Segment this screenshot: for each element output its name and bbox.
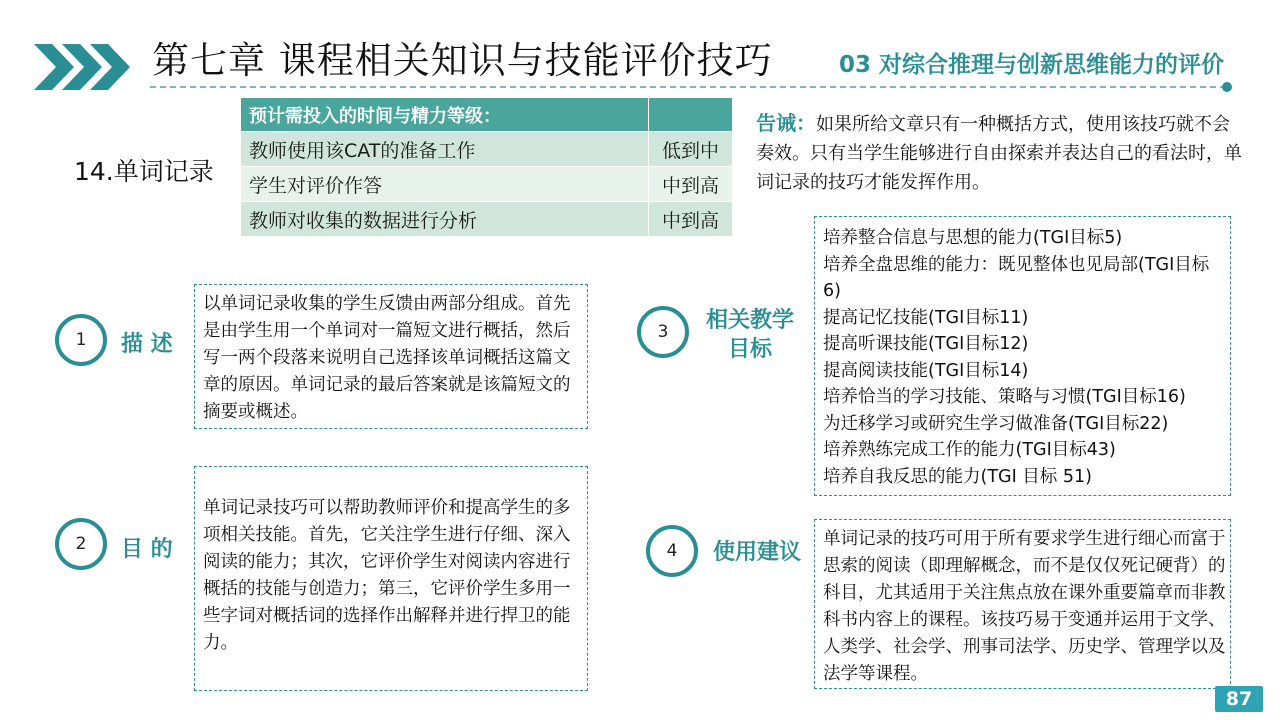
- list-item: 提高阅读技能(TGI目标14): [823, 360, 1029, 381]
- section-number-badge: [646, 525, 698, 577]
- goals-label-line2: 目标: [728, 337, 773, 362]
- section-number: 2: [75, 534, 87, 554]
- list-item: 培养自我反思的能力(TGI 目标 51): [823, 466, 1092, 487]
- technique-title: 14.单词记录: [74, 157, 214, 186]
- effort-task: 教师使用该CAT的准备工作: [241, 132, 649, 167]
- section-label-describe: 描 述: [121, 332, 173, 357]
- goals-list: [823, 225, 1224, 490]
- list-item: 培养整合信息与思想的能力(TGI目标5): [823, 228, 1123, 248]
- effort-level: 低到中: [649, 132, 733, 167]
- section-number: 1: [75, 330, 87, 350]
- effort-table-header-blank: [649, 98, 733, 132]
- section-number-badge: [55, 518, 107, 570]
- section-number: 4: [666, 541, 678, 561]
- warning-text: 如果所给文章只有一种概括方式，使用该技巧就不会奏效。只有当学生能够进行自由探索并表达自己的看法时，单词记录的技巧才能发挥作用。: [756, 114, 1242, 193]
- page-title: 第七章 课程相关知识与技能评价技巧: [152, 39, 773, 82]
- section-label-suggestion: 使用建议: [713, 540, 802, 565]
- section-number-badge: [637, 306, 689, 358]
- purpose-box: [194, 466, 588, 691]
- table-row: [241, 132, 733, 167]
- list-item: 提高听课技能(TGI目标12): [823, 334, 1029, 354]
- effort-level: 中到高: [649, 202, 733, 237]
- page-number: 87: [1215, 686, 1263, 712]
- list-item: 培养熟练完成工作的能力(TGI目标43): [823, 440, 1116, 460]
- header-divider: [150, 86, 1226, 88]
- goals-label-line1: 相关教学: [706, 308, 795, 333]
- chevron-arrows-icon: [34, 44, 130, 90]
- header-divider-dot: [1222, 82, 1232, 92]
- effort-task: 教师对收集的数据进行分析: [241, 202, 649, 237]
- effort-task: 学生对评价作答: [241, 167, 649, 202]
- table-row: [241, 167, 733, 202]
- effort-level: 中到高: [649, 167, 733, 202]
- warning-note: [756, 109, 1242, 197]
- list-item: 培养全盘思维的能力：既见整体也见局部(TGI目标6): [823, 254, 1210, 301]
- section-number-badge: [55, 314, 107, 366]
- section-label-purpose: 目 的: [121, 537, 173, 562]
- section-number: 3: [657, 322, 669, 342]
- effort-table-header: 预计需投入的时间与精力等级：: [241, 98, 649, 132]
- effort-table-header-row: [241, 98, 733, 132]
- describe-box: [194, 284, 588, 429]
- effort-table: [240, 97, 733, 237]
- purpose-text: 单词记录技巧可以帮助教师评价和提高学生的多项相关技能。首先，它关注学生进行仔细、深入阅读的能力；其次，它评价学生对阅读内容进行概括的技能与创造力；第三，它评价学生多用一些字词对概括词的选择作出解释并进行捍卫的能力。: [203, 498, 571, 653]
- list-item: 为迁移学习或研究生学习做准备(TGI目标22): [823, 413, 1169, 434]
- warning-label: 告诫：: [756, 111, 816, 135]
- section-label-goals: [706, 306, 794, 364]
- goals-box: [814, 216, 1231, 496]
- table-row: [241, 202, 733, 237]
- page-subtitle: 03 对综合推理与创新思维能力的评价: [838, 52, 1224, 78]
- list-item: 提高记忆技能(TGI目标11): [823, 307, 1029, 328]
- suggestion-box: [814, 519, 1231, 689]
- list-item: 培养恰当的学习技能、策略与习惯(TGI目标16): [823, 387, 1186, 407]
- suggestion-text: 单词记录的技巧可用于所有要求学生进行细心而富于思索的阅读（即理解概念，而不是仅仅死记硬背）的科目，尤其适用于关注焦点放在课外重要篇章而非教科书内容上的课程。该技巧易于变通并运用于文学、人类学、社会学、刑事司法学、历史学、管理学以及法学等课程。: [823, 529, 1226, 684]
- describe-text: 以单词记录收集的学生反馈由两部分组成。首先是由学生用一个单词对一篇短文进行概括，然后写一两个段落来说明自己选择该单词概括这篇文章的原因。单词记录的最后答案就是该篇短文的摘要或概述。: [203, 294, 571, 422]
